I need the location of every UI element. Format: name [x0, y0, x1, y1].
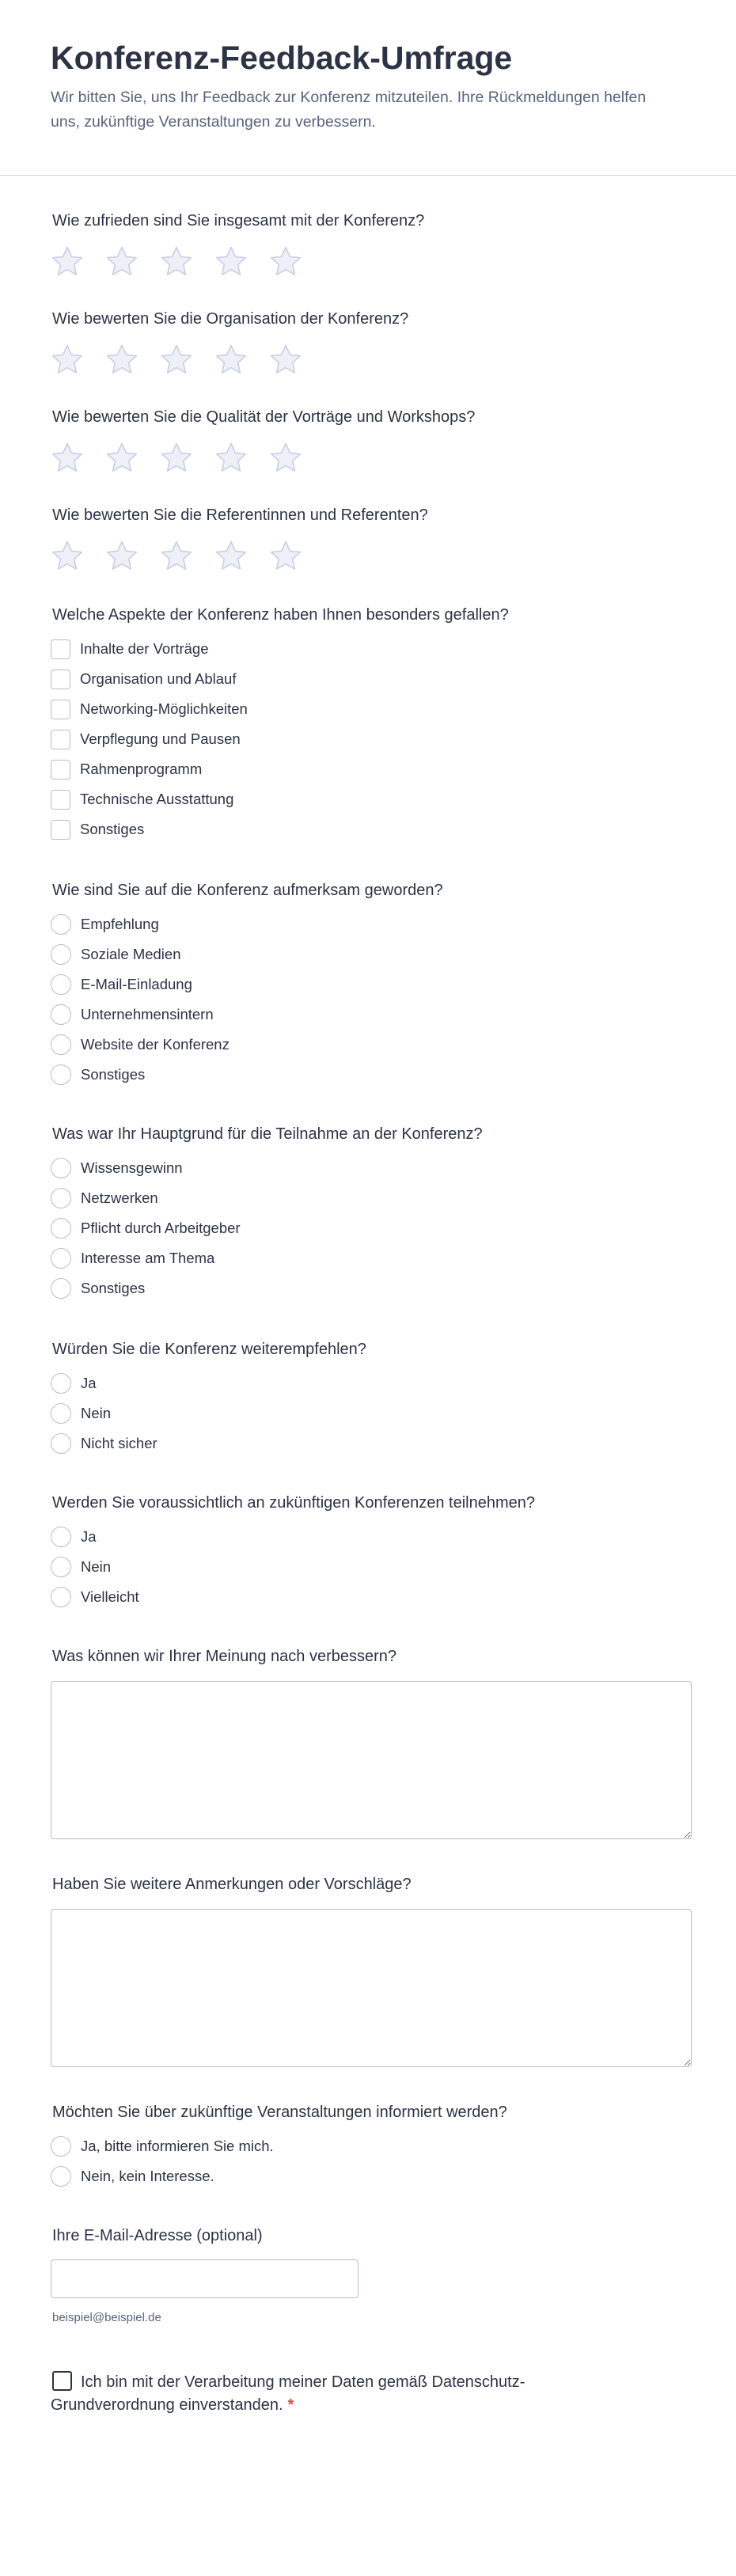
recommend-option[interactable]	[51, 1372, 97, 1394]
recommend-question: Würden Sie die Konferenz weiterempfehlen?	[52, 1341, 366, 1358]
consent-text: Ich bin mit der Verarbeitung meiner Daten gemäß Datenschutz-Grundverordnung einverstanden.	[51, 2373, 525, 2414]
checkbox[interactable]	[51, 730, 70, 749]
star-icon[interactable]	[267, 440, 304, 476]
radio-button[interactable]	[51, 2166, 71, 2187]
option-label: Ja	[81, 1375, 97, 1391]
email-input[interactable]	[51, 2259, 359, 2298]
newsletter-question: Möchten Sie über zukünftige Veranstaltungen informiert werden?	[52, 2104, 507, 2121]
source-option[interactable]	[51, 943, 181, 966]
required-mark: *	[287, 2396, 294, 2414]
star-icon[interactable]	[104, 538, 140, 575]
option-label: Pflicht durch Arbeitgeber	[81, 1220, 241, 1236]
recommend-option[interactable]	[51, 1432, 157, 1455]
source-question: Wie sind Sie auf die Konferenz aufmerksam geworden?	[52, 882, 443, 899]
option-label: Wissensgewinn	[81, 1159, 183, 1176]
radio-button[interactable]	[51, 914, 71, 935]
email-sublabel: beispiel@beispiel.de	[52, 2311, 161, 2324]
radio-button[interactable]	[51, 974, 71, 995]
star-icon[interactable]	[267, 342, 304, 378]
checkbox[interactable]	[51, 760, 70, 780]
checkbox[interactable]	[51, 820, 70, 840]
aspects-question: Welche Aspekte der Konferenz haben Ihnen besonders gefallen?	[52, 606, 509, 624]
reason-option[interactable]	[51, 1247, 214, 1269]
aspects-option[interactable]	[51, 758, 202, 780]
consent-label	[51, 2371, 620, 2417]
comments-question: Haben Sie weitere Anmerkungen oder Vorschläge?	[52, 1876, 412, 1893]
consent-checkbox[interactable]	[52, 2371, 72, 2391]
star-icon[interactable]	[49, 440, 85, 476]
radio-button[interactable]	[51, 1218, 71, 1239]
form-header	[0, 0, 736, 176]
option-label: Sonstiges	[80, 821, 145, 837]
radio-button[interactable]	[51, 1278, 71, 1299]
option-label: Empfehlung	[81, 916, 159, 932]
reason-option[interactable]	[51, 1187, 158, 1209]
option-label: Technische Ausstattung	[80, 791, 234, 807]
option-label: Sonstiges	[81, 1066, 146, 1083]
star-icon[interactable]	[104, 342, 140, 378]
radio-button[interactable]	[51, 1188, 71, 1208]
rating-question-talks: Wie bewerten Sie die Qualität der Vorträge und Workshops?	[52, 408, 476, 426]
newsletter-option[interactable]	[51, 2165, 214, 2187]
radio-button[interactable]	[51, 1373, 71, 1394]
option-label: Organisation und Ablauf	[80, 670, 237, 687]
star-icon[interactable]	[213, 440, 249, 476]
checkbox[interactable]	[51, 700, 70, 719]
option-label: Nein	[81, 1558, 112, 1575]
star-icon[interactable]	[49, 244, 85, 280]
star-rating-talks[interactable]	[49, 440, 322, 476]
future-question: Werden Sie voraussichtlich an zukünftigen Konferenzen teilnehmen?	[52, 1494, 535, 1512]
star-icon[interactable]	[104, 440, 140, 476]
radio-button[interactable]	[51, 1527, 71, 1547]
source-option[interactable]	[51, 973, 192, 996]
star-icon[interactable]	[49, 342, 85, 378]
star-icon[interactable]	[267, 538, 304, 575]
source-option[interactable]	[51, 913, 159, 935]
comments-textarea[interactable]	[51, 1909, 692, 2067]
source-option[interactable]	[51, 1064, 145, 1086]
improve-textarea[interactable]	[51, 1681, 692, 1839]
option-label: Ja	[81, 1528, 97, 1545]
aspects-option[interactable]	[51, 668, 236, 690]
star-icon[interactable]	[158, 244, 195, 280]
option-label: Soziale Medien	[81, 946, 181, 962]
option-label: Verpflegung und Pausen	[80, 730, 241, 747]
radio-button[interactable]	[51, 1034, 71, 1055]
option-label: Inhalte der Vorträge	[80, 640, 209, 657]
newsletter-option[interactable]	[51, 2135, 274, 2157]
form-description: Wir bitten Sie, uns Ihr Feedback zur Konferenz mitzuteilen. Ihre Rückmeldungen helfen uns, zukünftige Veranstaltungen zu verbessern.	[51, 89, 647, 131]
aspects-option[interactable]	[51, 788, 233, 810]
option-label: Ja, bitte informieren Sie mich.	[81, 2138, 274, 2154]
option-label: Networking-Möglichkeiten	[80, 700, 248, 717]
option-label: Nein, kein Interesse.	[81, 2168, 214, 2184]
future-option[interactable]	[51, 1586, 139, 1608]
reason-option[interactable]	[51, 1217, 241, 1239]
option-label: Unternehmensintern	[81, 1006, 214, 1022]
option-label: Interesse am Thema	[81, 1250, 215, 1266]
rating-question-overall: Wie zufrieden sind Sie insgesamt mit der Konferenz?	[52, 212, 425, 230]
star-icon[interactable]	[158, 342, 195, 378]
future-option[interactable]	[51, 1526, 97, 1548]
option-label: Website der Konferenz	[81, 1036, 230, 1053]
star-icon[interactable]	[158, 440, 195, 476]
checkbox[interactable]	[51, 670, 70, 689]
aspects-option[interactable]	[51, 698, 248, 720]
radio-button[interactable]	[51, 1158, 71, 1178]
option-label: Nein	[81, 1405, 112, 1421]
star-rating-organisation[interactable]	[49, 342, 322, 378]
star-icon[interactable]	[213, 538, 249, 575]
form-title: Konferenz-Feedback-Umfrage	[51, 40, 513, 76]
star-icon[interactable]	[49, 538, 85, 575]
source-option[interactable]	[51, 1034, 230, 1056]
option-label: Nicht sicher	[81, 1435, 157, 1451]
star-icon[interactable]	[104, 244, 140, 280]
rating-question-organisation: Wie bewerten Sie die Organisation der Konferenz?	[52, 310, 409, 328]
star-icon[interactable]	[213, 342, 249, 378]
aspects-option[interactable]	[51, 818, 144, 840]
radio-button[interactable]	[51, 1557, 71, 1577]
email-label: Ihre E-Mail-Adresse (optional)	[52, 2227, 263, 2244]
checkbox[interactable]	[51, 790, 70, 810]
option-label: Netzwerken	[81, 1189, 158, 1206]
option-label: Rahmenprogramm	[80, 761, 203, 777]
checkbox[interactable]	[51, 639, 70, 659]
reason-question: Was war Ihr Hauptgrund für die Teilnahme an der Konferenz?	[52, 1125, 483, 1143]
radio-button[interactable]	[51, 1587, 71, 1607]
recommend-option[interactable]	[51, 1402, 111, 1425]
radio-button[interactable]	[51, 1004, 71, 1025]
radio-button[interactable]	[51, 1433, 71, 1454]
star-rating-speakers[interactable]	[49, 538, 322, 575]
source-option[interactable]	[51, 1003, 214, 1026]
aspects-option[interactable]	[51, 638, 209, 660]
star-icon[interactable]	[158, 538, 195, 575]
radio-button[interactable]	[51, 944, 71, 965]
reason-option[interactable]	[51, 1277, 145, 1299]
star-rating-overall[interactable]	[49, 244, 322, 280]
reason-option[interactable]	[51, 1157, 183, 1179]
option-label: Sonstiges	[81, 1280, 146, 1296]
radio-button[interactable]	[51, 1403, 71, 1424]
aspects-option[interactable]	[51, 728, 241, 750]
option-label: Vielleicht	[81, 1588, 139, 1605]
future-option[interactable]	[51, 1556, 111, 1578]
radio-button[interactable]	[51, 2136, 71, 2157]
radio-button[interactable]	[51, 1248, 71, 1269]
improve-question: Was können wir Ihrer Meinung nach verbessern?	[52, 1648, 397, 1665]
star-icon[interactable]	[213, 244, 249, 280]
star-icon[interactable]	[267, 244, 304, 280]
option-label: E-Mail-Einladung	[81, 976, 192, 992]
rating-question-speakers: Wie bewerten Sie die Referentinnen und Referenten?	[52, 506, 428, 524]
radio-button[interactable]	[51, 1064, 71, 1085]
